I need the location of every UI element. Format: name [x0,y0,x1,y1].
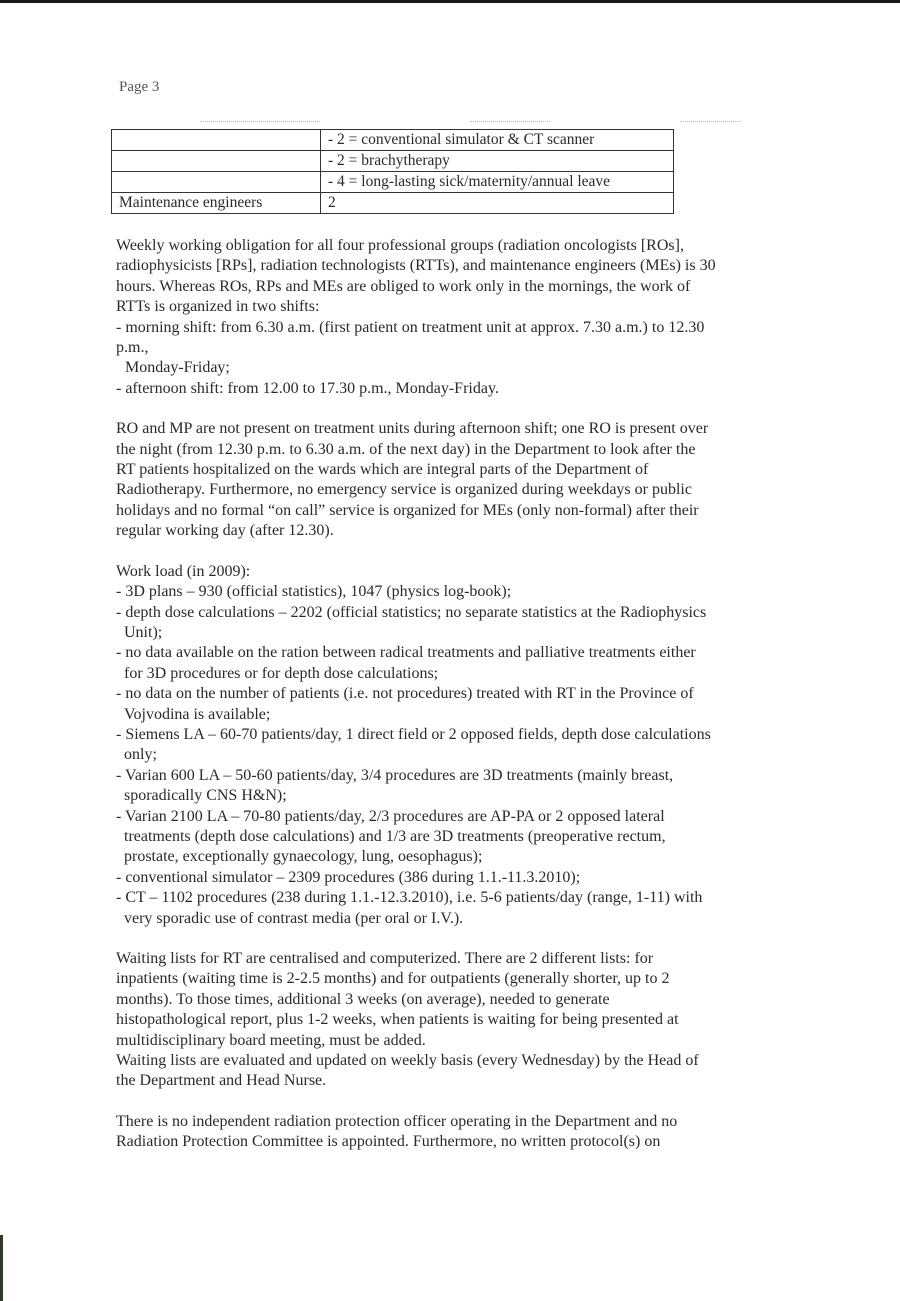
text-line: - afternoon shift: from 12.00 to 17.30 p.m., Monday-Friday. [116,379,499,397]
table-cell: Maintenance engineers [112,193,321,214]
table-cell: - 4 = long-lasting sick/maternity/annual leave [321,172,674,193]
table-row [112,172,674,193]
list-item: - Varian 2100 LA – 70-80 patients/day, 2/3 procedures are AP-PA or 2 opposed lateral [116,807,665,825]
text-line: Work load (in 2009): [116,562,251,580]
text-line: p.m., [116,339,149,357]
list-item-continuation: prostate, exceptionally gynaecology, lung, oesophagus); [124,848,483,866]
paragraph-afternoon-presence [116,419,776,541]
table-cell [112,172,321,193]
text-line: - morning shift: from 6.30 a.m. (first patient on treatment unit at approx. 7.30 a.m.) to 12.30 [116,318,705,336]
text-line: multidisciplinary board meeting, must be added. [116,1031,426,1049]
table-cell: - 2 = conventional simulator & CT scanner [321,130,674,151]
staffing-table [111,129,674,214]
text-line: There is no independent radiation protection officer operating in the Department and no [116,1112,678,1130]
list-item-continuation: treatments (depth dose calculations) and 1/3 are 3D treatments (preoperative rectum, [124,827,666,845]
scan-artifact [680,121,740,124]
text-line: Monday-Friday; [125,359,230,377]
table-row [112,130,674,151]
list-item-continuation: Vojvodina is available; [124,705,271,723]
text-line: hours. Whereas ROs, RPs and MEs are obliged to work only in the mornings, the work of [116,277,691,295]
scan-top-edge [0,0,900,3]
table-cell [112,130,321,151]
text-line: months). To those times, additional 3 weeks (on average), needed to generate [116,990,610,1008]
list-item-continuation: for 3D procedures or for depth dose calculations; [124,664,439,682]
text-line: radiophysicists [RPs], radiation technologists (RTTs), and maintenance engineers (MEs) is 30 [116,257,716,275]
table-row [112,193,674,214]
text-line: Weekly working obligation for all four professional groups (radiation oncologists [ROs], [116,237,684,254]
text-line: the night (from 12.30 p.m. to 6.30 a.m. of the next day) in the Department to look after the [116,440,696,458]
text-line: Radiation Protection Committee is appointed. Furthermore, no written protocol(s) on [116,1133,661,1151]
list-item-continuation: sporadically CNS H&N); [124,787,287,805]
paragraph-work-load [116,562,776,929]
text-line: regular working day (after 12.30). [116,522,334,540]
list-item: - Varian 600 LA – 50-60 patients/day, 3/4 procedures are 3D treatments (mainly breast, [116,766,674,784]
text-line: Waiting lists are evaluated and updated on weekly basis (every Wednesday) by the Head of [116,1052,699,1070]
text-line: RO and MP are not present on treatment units during afternoon shift; one RO is present over [116,420,709,438]
text-line: RTTs is organized in two shifts: [116,298,320,316]
text-line: histopathological report, plus 1-2 weeks, when patients is waiting for being presented at [116,1011,679,1029]
list-item: - CT – 1102 procedures (238 during 1.1.-12.3.2010), i.e. 5-6 patients/day (range, 1-11) with [116,889,703,907]
list-item-continuation: only; [124,746,157,764]
list-item: - conventional simulator – 2309 procedures (386 during 1.1.-11.3.2010); [116,868,581,886]
list-item: - no data available on the ration between radical treatments and palliative treatments either [116,644,696,662]
list-item: - no data on the number of patients (i.e. not procedures) treated with RT in the Province of [116,685,694,703]
scan-left-mark [0,1235,3,1301]
document-body [116,236,776,1173]
text-line: inpatients (waiting time is 2-2.5 months) and for outpatients (generally shorter, up to 2 [116,970,670,988]
text-line: Radiotherapy. Furthermore, no emergency service is organized during weekdays or public [116,481,692,499]
text-line: RT patients hospitalized on the wards which are integral parts of the Department of [116,461,649,479]
list-item-continuation: Unit); [124,623,163,641]
paragraph-waiting-lists [116,949,776,1092]
table-cell: 2 [321,193,674,214]
list-item: - Siemens LA – 60-70 patients/day, 1 direct field or 2 opposed fields, depth dose calculations [116,725,711,743]
list-item-continuation: very sporadic use of contrast media (per oral or I.V.). [124,909,464,927]
paragraph-radiation-protection [116,1112,776,1153]
table-row [112,151,674,172]
page-number: Page 3 [119,79,160,95]
paragraph-working-obligation [116,236,776,399]
text-line: the Department and Head Nurse. [116,1072,327,1090]
scan-artifact [470,121,550,124]
text-line: holidays and no formal “on call” service is organized for MEs (only non-formal) after their [116,501,699,519]
scan-artifact [200,121,320,124]
list-item: - depth dose calculations – 2202 (official statistics; no separate statistics at the Radiophysics [116,603,707,621]
list-item: - 3D plans – 930 (official statistics), 1047 (physics log-book); [116,583,512,601]
table-cell: - 2 = brachytherapy [321,151,674,172]
table-cell [112,151,321,172]
text-line: Waiting lists for RT are centralised and computerized. There are 2 different lists: for [116,950,654,967]
